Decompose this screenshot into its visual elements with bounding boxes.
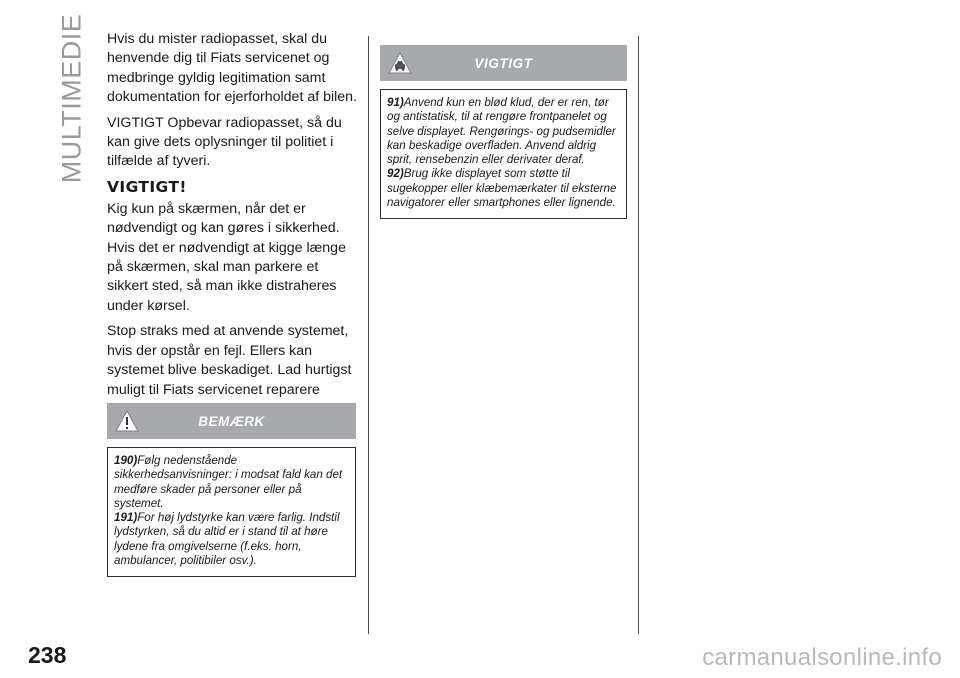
note-item-number: 190) bbox=[114, 454, 138, 467]
note-item-number: 191) bbox=[114, 511, 138, 525]
note-item bbox=[114, 511, 348, 568]
note-item-text: Følg nedenstående sikkerhedsanvisninger: i modsat fald kan det medføre skader på personer eller på systemet. bbox=[114, 454, 343, 510]
note-item-text: For høj lydstyrke kan være farlig. Indstil lydstyrken, så du altid er i stand til at høre lydene fra omgivelserne (f.eks. horn, ambulancer, politibiler osv.). bbox=[114, 511, 340, 568]
paragraph: Hvis du mister radiopasset, skal du henvende dig til Fiats servicenet og medbringe gyldig legitimation samt dokumentation for ejerforholdet af bilen. bbox=[107, 31, 358, 106]
section-heading: VIGTIGT! bbox=[107, 177, 187, 196]
main-text-column bbox=[107, 30, 359, 425]
car-damage-icon bbox=[388, 51, 412, 75]
section-label bbox=[52, 13, 92, 183]
paragraph: VIGTIGT Opbevar radiopasset, så du kan give dets oplysninger til politiet i tilfælde af tyveri. bbox=[107, 114, 342, 170]
paragraph: Kig kun på skærmen, når det er nødvendigt og kan gøres i sikkerhed. Hvis det er nødvendigt at kigge længe på skærmen, skal man parkere et sikkert sted, så man ikke distraheres under kørsel. bbox=[107, 200, 346, 314]
important-item bbox=[387, 167, 619, 210]
paragraph: Stop straks med at anvende systemet, hvis der opstår en fejl. Ellers kan systemet blive beskadiget. Lad hurtigst muligt til Fiats servicenet reparere bbox=[107, 323, 352, 398]
section-label-text: MULTIMEDIE bbox=[56, 13, 87, 183]
note-box-header bbox=[107, 403, 356, 439]
important-item-text: Brug ikke displayet som støtte til sugekopper eller klæbemærkater til eksterne navigatorer eller smartphones eller lignende. bbox=[387, 167, 617, 210]
important-box-header bbox=[380, 45, 627, 81]
note-box bbox=[107, 403, 356, 577]
important-item-number: 92) bbox=[387, 167, 404, 181]
note-item bbox=[114, 454, 348, 511]
important-item-number: 91) bbox=[387, 96, 404, 109]
warning-triangle-icon bbox=[115, 409, 139, 433]
note-box-body bbox=[107, 447, 356, 577]
important-box-title: VIGTIGT bbox=[474, 55, 533, 71]
column-divider-right bbox=[638, 36, 639, 634]
important-box-body bbox=[380, 89, 627, 219]
important-box bbox=[380, 45, 627, 219]
page-number: 238 bbox=[28, 642, 67, 668]
column-divider-left bbox=[368, 36, 369, 634]
watermark: carmanualsonline.info bbox=[702, 644, 942, 671]
note-box-title: BEMÆRK bbox=[198, 413, 265, 429]
important-item-text: Anvend kun en blød klud, der er ren, tør og antistatisk, til at rengøre frontpanelet og selve displayet. Rengørings- og pudsemidler kan beskadige overfladen. Anvend aldrig sprit, rensebenzin eller derivater deraf. bbox=[387, 96, 616, 167]
important-item bbox=[387, 96, 619, 167]
